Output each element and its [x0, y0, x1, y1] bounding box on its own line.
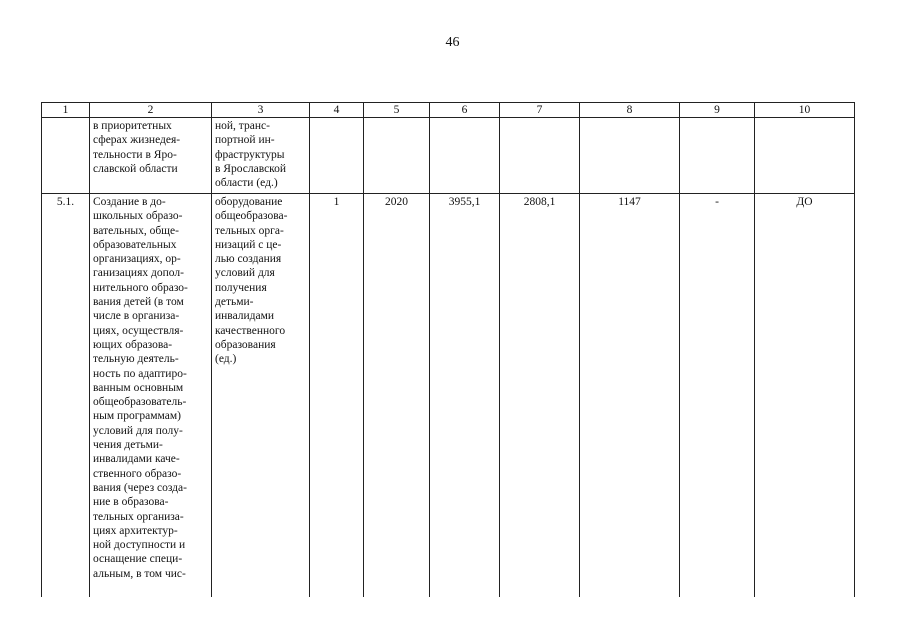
- cell-amount-local: -: [680, 194, 755, 598]
- text-line: ганизациях допол-: [93, 267, 184, 280]
- data-table: [41, 102, 855, 597]
- column-header: 5: [364, 103, 430, 118]
- text-line: школьных образо-: [93, 210, 183, 223]
- text-line: низаций с це-: [215, 238, 282, 251]
- text-line: детьми-: [215, 296, 254, 309]
- text-line: нительного образо-: [93, 281, 188, 294]
- column-header: 7: [500, 103, 580, 118]
- text-line: ной, транс-: [215, 120, 270, 132]
- text-line: тельную деятель-: [93, 353, 179, 366]
- cell-event-description: [90, 118, 212, 194]
- page-number: 46: [445, 35, 460, 50]
- text-line: чения детьми-: [93, 439, 163, 452]
- text-line: ние в образова-: [93, 496, 169, 509]
- text-line: альным, в том чис-: [93, 567, 186, 580]
- text-line: числе в организа-: [93, 310, 180, 323]
- text-line: лью создания: [215, 253, 282, 266]
- text-line: портной ин-: [215, 134, 275, 147]
- cell-amount-federal: [500, 118, 580, 194]
- text-line: области (ед.): [215, 177, 278, 190]
- cell-amount-regional: 1147: [580, 194, 680, 598]
- text-line: оборудование: [215, 196, 283, 208]
- cell-event-description: [90, 194, 212, 598]
- text-line: циях архитектур-: [93, 524, 178, 537]
- cell-indicator: [212, 118, 310, 194]
- cell-number: 5.1.: [42, 194, 90, 598]
- text-line: вания детей (в том: [93, 296, 184, 309]
- text-line: общеобразователь-: [93, 396, 187, 409]
- column-header: 6: [430, 103, 500, 118]
- cell-amount-total: 3955,1: [430, 194, 500, 598]
- text-line: условий для: [215, 267, 275, 280]
- column-header: 9: [680, 103, 755, 118]
- text-line: общеобразова-: [215, 210, 288, 223]
- column-header: 8: [580, 103, 680, 118]
- cell-amount-federal: 2808,1: [500, 194, 580, 598]
- text-line: в приоритетных: [93, 120, 172, 132]
- cell-value: [310, 118, 364, 194]
- cell-number: [42, 118, 90, 194]
- text-line: ванным основным: [93, 381, 184, 394]
- text-line: тельных орга-: [215, 224, 284, 237]
- text-line: тельных организа-: [93, 510, 184, 523]
- text-line: получения: [215, 281, 267, 294]
- cell-amount-local: [680, 118, 755, 194]
- text-line: ность по адаптиро-: [93, 367, 187, 380]
- text-line: условий для полу-: [93, 424, 183, 437]
- column-header: 4: [310, 103, 364, 118]
- text-line: Создание в до-: [93, 196, 166, 208]
- text-line: славской области: [93, 162, 178, 175]
- column-header: 3: [212, 103, 310, 118]
- column-header: 2: [90, 103, 212, 118]
- text-line: ющих образова-: [93, 338, 173, 351]
- cell-year: 2020: [364, 194, 430, 598]
- text-line: инвалидами: [215, 310, 275, 323]
- text-line: качественного: [215, 324, 286, 337]
- table-row: [42, 194, 855, 598]
- text-line: образовательных: [93, 238, 177, 251]
- text-line: тельности в Яро-: [93, 148, 177, 161]
- text-line: оснащение специ-: [93, 553, 183, 566]
- text-line: сферах жизнедея-: [93, 134, 181, 147]
- cell-amount-regional: [580, 118, 680, 194]
- column-header: 1: [42, 103, 90, 118]
- text-line: (ед.): [215, 353, 237, 366]
- cell-executor: [755, 118, 855, 194]
- table-header-row: [42, 103, 855, 118]
- text-line: ственного образо-: [93, 467, 182, 480]
- text-line: фраструктуры: [215, 148, 285, 161]
- text-line: ной доступности и: [93, 539, 186, 552]
- table-row: [42, 118, 855, 194]
- cell-indicator: [212, 194, 310, 598]
- text-line: в Ярославской: [215, 162, 287, 175]
- text-line: организациях, ор-: [93, 253, 181, 266]
- text-line: образования: [215, 338, 276, 351]
- text-line: ным программам): [93, 410, 181, 423]
- cell-executor: ДО: [755, 194, 855, 598]
- text-line: вательных, обще-: [93, 224, 179, 237]
- cell-amount-total: [430, 118, 500, 194]
- text-line: вания (через созда-: [93, 481, 187, 494]
- column-header: 10: [755, 103, 855, 118]
- text-line: инвалидами каче-: [93, 453, 180, 466]
- cell-value: 1: [310, 194, 364, 598]
- text-line: циях, осуществля-: [93, 324, 184, 337]
- cell-year: [364, 118, 430, 194]
